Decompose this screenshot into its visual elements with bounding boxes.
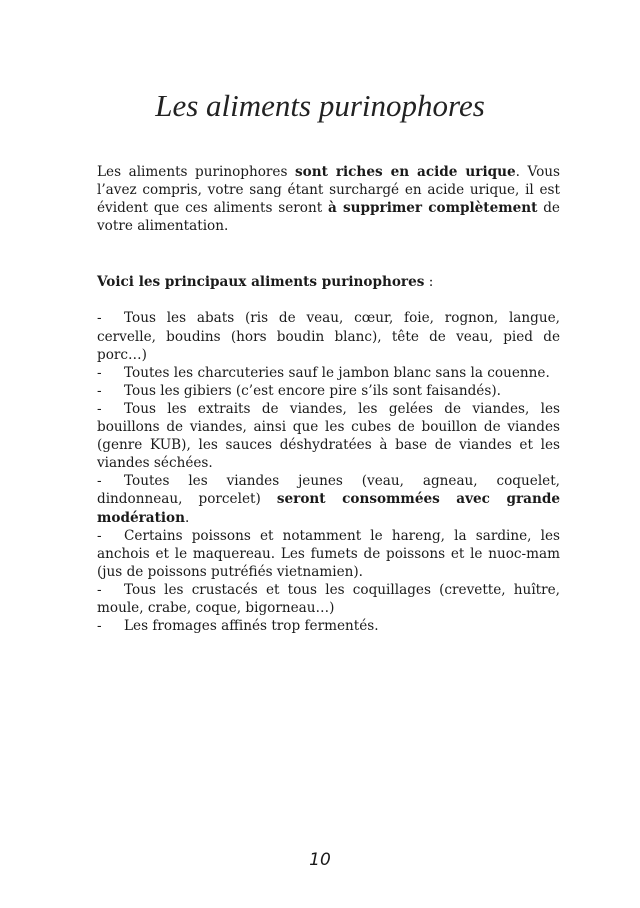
list-item	[97, 581, 560, 617]
intro-emphasis: à supprimer complètement	[327, 200, 538, 217]
page-number: 10	[309, 850, 331, 870]
bullet-dash: -	[97, 581, 102, 598]
bullet-dash: -	[97, 310, 102, 327]
intro-emphasis: sont riches en acide urique	[295, 164, 516, 180]
intro-text: Les aliments purinophores	[97, 164, 295, 180]
heading-text: Voici les principaux aliments purinophores	[97, 274, 425, 291]
item-text: Toutes les charcuteries sauf le jambon blanc sans la couenne.	[124, 364, 550, 381]
food-list	[97, 309, 560, 635]
item-text-end: .	[184, 509, 190, 526]
item-text: Tous les gibiers (c’est encore pire s’ils sont faisandés).	[124, 382, 501, 399]
bullet-dash: -	[97, 527, 102, 544]
item-text: Les fromages affinés trop fermentés.	[124, 618, 379, 635]
list-item	[97, 364, 560, 382]
intro-text: de votre alimentation.	[97, 200, 560, 235]
item-text: Certains poissons et notamment le hareng, la sardine, les anchois et le maquereau. Les fumets de poissons et le nuoc-mam (jus de poissons putréfiés vietnamien).	[97, 527, 560, 580]
list-item	[97, 309, 560, 363]
bullet-dash: -	[97, 618, 102, 635]
intro-paragraph	[97, 163, 560, 235]
item-text: Toutes les viandes jeunes (veau, agneau, coquelet, dindonneau, porcelet)	[97, 473, 560, 508]
bullet-dash: -	[97, 382, 102, 399]
list-item	[97, 617, 560, 635]
list-item	[97, 472, 560, 526]
list-item	[97, 527, 560, 581]
item-text: Tous les crustacés et tous les coquillages (crevette, huître, moule, crabe, coque, bigorneau…)	[97, 581, 560, 616]
section-heading	[97, 273, 560, 291]
page-title: Les aliments purinophores	[155, 88, 485, 123]
page-body	[97, 163, 560, 635]
list-item	[97, 382, 560, 400]
heading-colon: :	[424, 274, 434, 291]
item-emphasis: seront consommées avec grande modération	[97, 491, 560, 526]
list-item	[97, 400, 560, 472]
intro-text: . Vous l’avez compris, votre sang étant surchargé en acide urique, il est évident que ces aliments seront	[97, 164, 560, 217]
bullet-dash: -	[97, 400, 102, 417]
item-text: Tous les abats (ris de veau, cœur, foie, rognon, langue, cervelle, boudins (hors boudin blanc), tête de veau, pied de porc…)	[97, 310, 560, 363]
bullet-dash: -	[97, 364, 102, 381]
bullet-dash: -	[97, 473, 102, 490]
item-text: Tous les extraits de viandes, les gelées de viandes, les bouillons de viandes, ainsi que les cubes de bouillon de viandes (genre KUB), les sauces déshydratées à base de viandes et les viandes séchées.	[97, 400, 560, 472]
